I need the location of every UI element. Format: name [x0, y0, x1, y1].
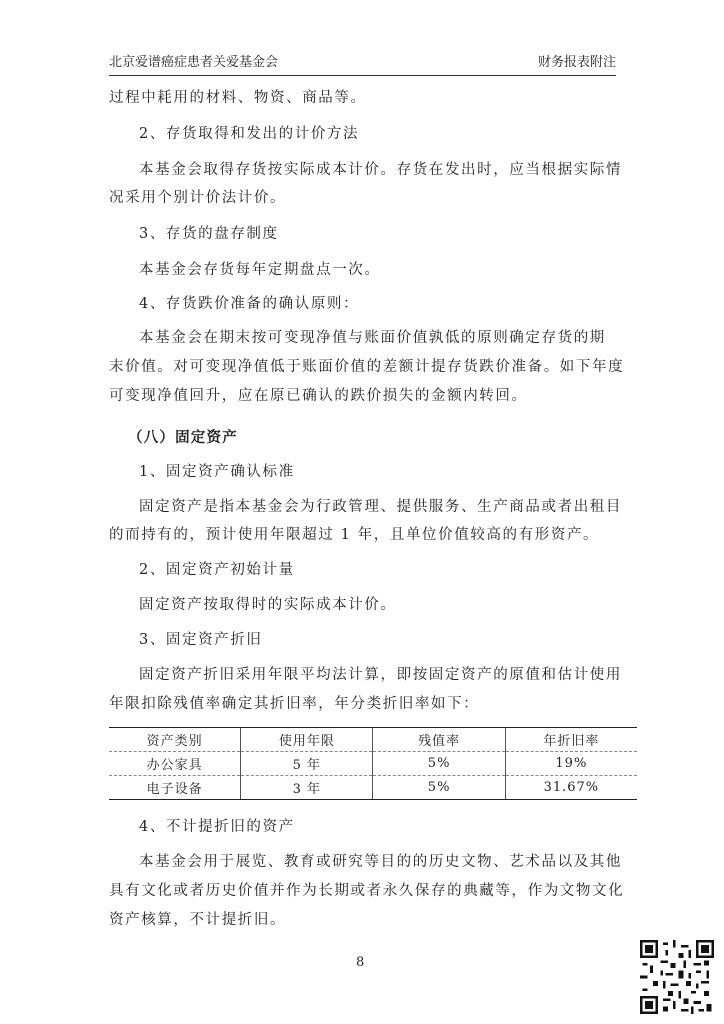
- qr-code-icon: [640, 940, 714, 1014]
- paragraph-line: 具有文化或者历史价值并作为长期或者永久保存的典藏等，作为文物文化: [109, 883, 625, 899]
- subheading-depreciation: 3、固定资产折旧: [139, 632, 263, 648]
- header-organization-name: 北京爱谱癌症患者关爱基金会: [109, 55, 279, 70]
- table-header-cell: 残值率: [373, 728, 505, 752]
- paragraph-line: 本基金会取得存货按实际成本计价。存货在发出时，应当根据实际情: [139, 162, 622, 178]
- section-heading-fixed-assets: （八）固定资产: [128, 429, 238, 446]
- table-row: [109, 752, 637, 776]
- paragraph-line: 固定资产折旧采用年限平均法计算，即按固定资产的原值和估计使用: [139, 667, 622, 683]
- table-row: [109, 776, 637, 800]
- paragraph-line: 末价值。对可变现净值低于账面价值的差额计提存货跌价准备。如下年度: [109, 359, 625, 375]
- table-cell: 3 年: [241, 776, 373, 800]
- paragraph-line: 固定资产按取得时的实际成本计价。: [139, 597, 397, 613]
- subheading-inventory-pricing: 2、存货取得和发出的计价方法: [139, 126, 360, 142]
- subheading-impairment: 4、存货跌价准备的确认原则：: [139, 296, 360, 312]
- subheading-inventory-count: 3、存货的盘存制度: [139, 226, 279, 242]
- paragraph-line: 固定资产是指本基金会为行政管理、提供服务、生产商品或者出租目: [139, 499, 622, 515]
- table-header-cell: 使用年限: [241, 728, 373, 752]
- paragraph-line: 的而持有的，预计使用年限超过 1 年，且单位价值较高的有形资产。: [109, 527, 600, 543]
- paragraph-line: 本基金会用于展览、教育或研究等目的的历史文物、艺术品以及其他: [139, 854, 622, 870]
- subheading-initial-measurement: 2、固定资产初始计量: [139, 562, 295, 578]
- page-header: [109, 53, 616, 76]
- paragraph-line: 本基金会存货每年定期盘点一次。: [139, 262, 381, 278]
- table-cell: 31.67%: [505, 776, 637, 800]
- header-section-title: 财务报表附注: [537, 55, 616, 70]
- table-header-cell: 年折旧率: [505, 728, 637, 752]
- table-header-row: [109, 728, 637, 752]
- page-number: 8: [356, 955, 365, 970]
- subheading-non-depreciated: 4、不计提折旧的资产: [139, 819, 295, 835]
- table-cell: 19%: [505, 752, 637, 776]
- table-cell: 办公家具: [109, 752, 241, 776]
- table-cell: 5%: [373, 752, 505, 776]
- paragraph-line: 本基金会在期末按可变现净值与账面价值孰低的原则确定存货的期: [139, 330, 606, 346]
- depreciation-rate-table: [109, 727, 637, 800]
- table-cell: 5 年: [241, 752, 373, 776]
- paragraph-line: 可变现净值回升，应在原已确认的跌价损失的金额内转回。: [109, 388, 528, 404]
- table-header-cell: 资产类别: [109, 728, 241, 752]
- paragraph-line: 过程中耗用的材料、物资、商品等。: [109, 90, 367, 106]
- paragraph-line: 况采用个别计价法计价。: [109, 190, 287, 206]
- subheading-recognition: 1、固定资产确认标准: [139, 464, 295, 480]
- table-cell: 5%: [373, 776, 505, 800]
- table-cell: 电子设备: [109, 776, 241, 800]
- paragraph-line: 年限扣除残值率确定其折旧率，年分类折旧率如下：: [109, 696, 480, 712]
- paragraph-line: 资产核算，不计提折旧。: [109, 912, 287, 928]
